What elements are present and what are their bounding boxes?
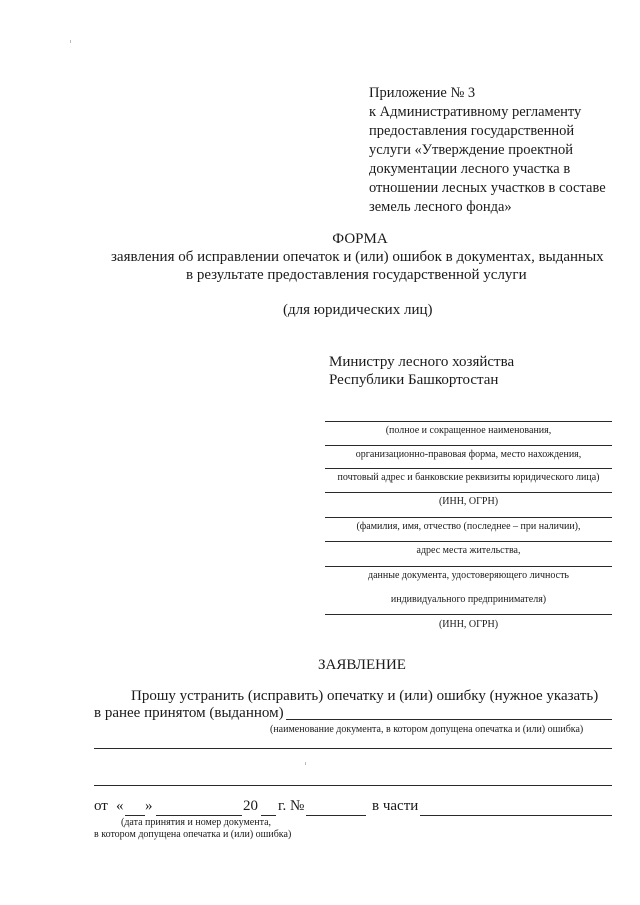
scan-mark [305,762,306,765]
applicant-field-caption: (ИНН, ОГРН) [438,496,499,507]
applicant-field-caption: данные документа, удостоверяющего личность [368,570,569,581]
applicant-field-line[interactable] [325,468,612,469]
request-line-2: в ранее принятом (выданном) [94,705,284,721]
day-field[interactable] [125,815,145,816]
applicant-field-caption: (полное и сокращенное наименования, [385,425,552,436]
date-caption-line-2: в котором допущена опечатка и (или) ошибка) [94,829,292,840]
from-label: от [94,798,108,814]
audience-note: (для юридических лиц) [283,302,433,318]
year-suffix: г. № [278,798,305,814]
quote-close: » [145,798,153,814]
applicant-field-line[interactable] [325,566,612,567]
appendix-line: предоставления государственной [369,123,575,139]
applicant-field-caption: индивидуального предпринимателя) [390,594,547,605]
document-name-caption: (наименование документа, в котором допущена опечатка и (или) ошибка) [270,724,584,735]
appendix-line: отношении лесных участков в составе [369,180,606,196]
year-prefix: 20 [243,798,258,814]
subtitle-line-1: заявления об исправлении опечаток и (или) ошибок в документах, выданных [111,249,604,265]
statement-heading: ЗАЯВЛЕНИЕ [318,657,406,673]
applicant-field-caption: (ИНН, ОГРН) [438,619,499,630]
document-name-field-continued[interactable] [94,748,612,749]
appendix-line: к Административному регламенту [369,104,582,120]
month-field[interactable] [156,815,242,816]
appendix-line: услуги «Утверждение проектной [369,142,574,158]
applicant-field-line[interactable] [325,517,612,518]
applicant-field-caption: (фамилия, имя, отчество (последнее – при наличии), [356,521,581,532]
scan-mark [70,40,71,43]
document-name-field-continued[interactable] [94,785,612,786]
applicant-field-caption: адрес места жительства, [416,545,521,556]
subtitle-line-2: в результате предоставления государственной услуги [186,267,527,283]
date-caption-line-1: (дата принятия и номер документа, [121,817,272,828]
request-line-1: Прошу устранить (исправить) опечатку и (или) ошибку (нужное указать) [131,688,599,704]
applicant-field-caption: почтовый адрес и банковские реквизиты юридического лица) [337,472,600,483]
in-part-field[interactable] [420,815,612,816]
applicant-field-line[interactable] [325,614,612,615]
appendix-line: земель лесного фонда» [369,199,512,215]
year-field[interactable] [261,815,276,816]
appendix-block [369,84,606,217]
applicant-field-line[interactable] [325,445,612,446]
applicant-field-caption: организационно-правовая форма, место нахождения, [355,449,582,460]
in-part-label: в части [372,798,419,814]
document-name-field[interactable] [286,719,612,720]
applicant-field-line[interactable] [325,421,612,422]
addressee-line-1: Министру лесного хозяйства [329,354,515,370]
appendix-line: Приложение № 3 [369,85,476,101]
quote-open: « [116,798,124,814]
applicant-field-line[interactable] [325,541,612,542]
applicant-field-line[interactable] [325,492,612,493]
form-title: ФОРМА [332,231,388,247]
addressee-line-2: Республики Башкортостан [329,372,499,388]
document-number-field[interactable] [306,815,366,816]
appendix-line: документации лесного участка в [369,161,571,177]
